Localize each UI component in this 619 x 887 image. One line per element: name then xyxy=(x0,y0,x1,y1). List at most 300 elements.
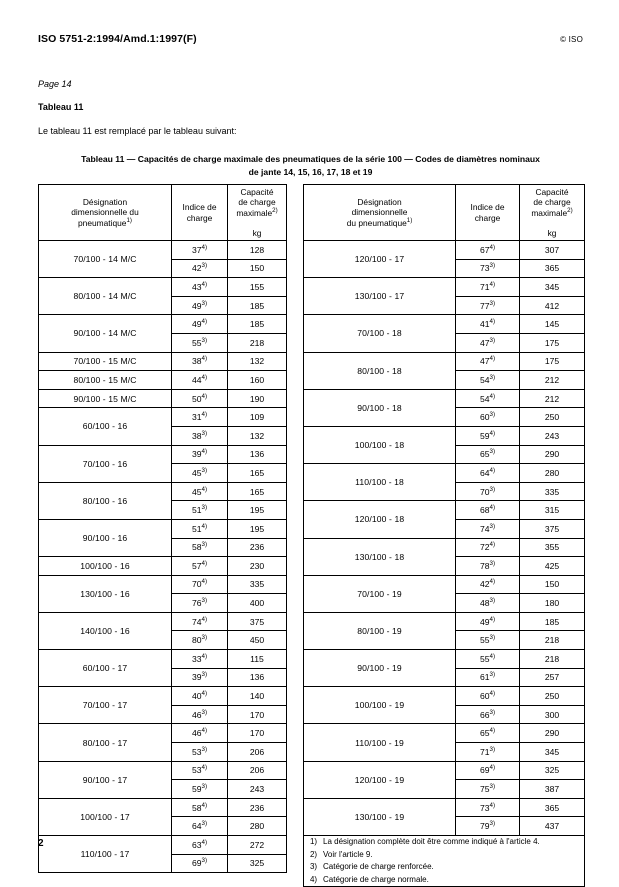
header-designation-line-2: dimensionnelle xyxy=(351,207,408,218)
table-row xyxy=(304,426,585,445)
tyre-designation-cell: 120/100 - 17 xyxy=(304,241,456,278)
header-capacity-line-2: de charge xyxy=(238,197,276,208)
footnote-marker: 4) xyxy=(489,801,496,809)
footnote-text: La désignation complète doit être comme indiqué à l'article 4. xyxy=(323,837,540,846)
max-capacity-cell: 212 xyxy=(520,371,585,390)
max-capacity-cell: 150 xyxy=(228,259,287,278)
load-index-cell: 51$^{4)}$ xyxy=(172,519,228,538)
load-index-cell: 31$^{4)}$ xyxy=(172,408,228,427)
tyre-designation-cell: 130/100 - 18 xyxy=(304,538,456,575)
load-index-cell: 43$^{4)}$ xyxy=(172,278,228,297)
max-capacity-cell: 280 xyxy=(228,817,287,836)
footnote-marker: 3) xyxy=(201,634,208,642)
load-index-cell: 53$^{4)}$ xyxy=(172,761,228,780)
column-header-load-index xyxy=(456,185,520,241)
load-index-cell: 48$^{3)}$ xyxy=(456,594,520,613)
max-capacity-cell: 218 xyxy=(520,650,585,669)
load-index-cell: 70$^{4)}$ xyxy=(172,575,228,594)
load-index-cell: 61$^{3)}$ xyxy=(456,668,520,687)
tyre-designation-cell: 90/100 - 18 xyxy=(304,389,456,426)
tyre-designation-cell: 90/100 - 14 M/C xyxy=(39,315,172,352)
max-capacity-cell: 206 xyxy=(228,761,287,780)
max-capacity-cell: 160 xyxy=(228,371,287,390)
load-index-cell: 80$^{3)}$ xyxy=(172,631,228,650)
max-capacity-cell: 175 xyxy=(520,352,585,371)
load-index-cell: 57$^{4)}$ xyxy=(172,557,228,576)
footnote-marker: 4) xyxy=(201,355,208,363)
footnote-marker: 3) xyxy=(489,560,496,568)
footnote-marker: 4) xyxy=(489,392,496,400)
load-index-cell: 63$^{4)}$ xyxy=(172,836,228,855)
footnote-marker: 4) xyxy=(201,801,208,809)
footnote-marker: 3) xyxy=(489,411,496,419)
document-reference: ISO 5751-2:1994/Amd.1:1997(F) xyxy=(38,33,197,45)
footnote-marker: 4) xyxy=(489,243,496,251)
header-designation-line-2: dimensionnelle du xyxy=(71,207,139,218)
load-index-cell: 38$^{4)}$ xyxy=(172,352,228,371)
load-index-cell: 71$^{3)}$ xyxy=(456,743,520,762)
load-index-cell: 68$^{4)}$ xyxy=(456,501,520,520)
table-row xyxy=(39,724,287,743)
tyre-designation-cell: 90/100 - 19 xyxy=(304,650,456,687)
table-row xyxy=(39,519,287,538)
footnote-line xyxy=(304,836,584,849)
table-row xyxy=(39,278,287,297)
footnote-marker: 4) xyxy=(489,690,496,698)
max-capacity-cell: 300 xyxy=(520,705,585,724)
table-body-left xyxy=(39,241,287,873)
tyre-designation-cell: 70/100 - 15 M/C xyxy=(39,352,172,371)
table-row xyxy=(39,482,287,501)
tyre-designation-cell: 70/100 - 14 M/C xyxy=(39,241,172,278)
max-capacity-cell: 128 xyxy=(228,241,287,260)
load-index-cell: 54$^{4)}$ xyxy=(456,389,520,408)
footnote-marker: 4) xyxy=(489,429,496,437)
footnote-text: Voir l'article 9. xyxy=(323,849,373,859)
tyre-designation-cell: 90/100 - 16 xyxy=(39,519,172,556)
header-designation-line-1: Désignation xyxy=(82,196,128,207)
header-index-line-2: charge xyxy=(186,212,213,223)
table-caption-line-2: de jante 14, 15, 16, 17, 18 et 19 xyxy=(248,166,373,177)
max-capacity-cell: 412 xyxy=(520,296,585,315)
footnote-marker: 4) xyxy=(201,243,208,251)
table-row xyxy=(39,557,287,576)
footnote-marker: 4) xyxy=(201,411,208,419)
load-capacity-table-right xyxy=(303,184,585,887)
tyre-designation-cell: 120/100 - 19 xyxy=(304,761,456,798)
max-capacity-cell: 272 xyxy=(228,836,287,855)
load-index-cell: 74$^{3)}$ xyxy=(456,519,520,538)
load-index-cell: 60$^{3)}$ xyxy=(456,408,520,427)
tyre-designation-cell: 80/100 - 17 xyxy=(39,724,172,761)
tyre-designation-cell: 130/100 - 19 xyxy=(304,798,456,835)
tyre-designation-cell: 70/100 - 18 xyxy=(304,315,456,352)
footnote-marker: 4) xyxy=(489,764,496,772)
footnote-marker: 4) xyxy=(201,374,208,382)
tyre-designation-cell: 70/100 - 17 xyxy=(39,687,172,724)
load-index-cell: 70$^{3)}$ xyxy=(456,482,520,501)
max-capacity-cell: 307 xyxy=(520,241,585,260)
footnote-marker: 4) xyxy=(201,615,208,623)
footnote-marker: 3) xyxy=(201,467,208,475)
tyre-designation-cell: 100/100 - 16 xyxy=(39,557,172,576)
table-row xyxy=(304,612,585,631)
table-row xyxy=(39,836,287,855)
max-capacity-cell: 400 xyxy=(228,594,287,613)
load-index-cell: 55$^{3)}$ xyxy=(172,333,228,352)
tyre-designation-cell: 80/100 - 19 xyxy=(304,612,456,649)
max-capacity-cell: 315 xyxy=(520,501,585,520)
header-designation-line-3: pneumatique xyxy=(78,217,127,228)
document-header xyxy=(38,33,583,45)
load-index-cell: 72$^{4)}$ xyxy=(456,538,520,557)
footnote-marker: 4) xyxy=(489,318,496,326)
max-capacity-cell: 109 xyxy=(228,408,287,427)
footnote-line xyxy=(304,861,584,874)
max-capacity-cell: 195 xyxy=(228,519,287,538)
load-index-cell: 55$^{4)}$ xyxy=(456,650,520,669)
footnote-marker-1: 1) xyxy=(126,217,132,224)
footnote-marker: 3) xyxy=(489,522,496,530)
table-row xyxy=(39,761,287,780)
table-footnotes xyxy=(304,836,585,887)
footnote-marker: 4) xyxy=(489,355,496,363)
load-index-cell: 45$^{4)}$ xyxy=(172,482,228,501)
tyre-designation-cell: 60/100 - 17 xyxy=(39,650,172,687)
max-capacity-cell: 185 xyxy=(228,315,287,334)
max-capacity-cell: 290 xyxy=(520,445,585,464)
footnote-marker: 4) xyxy=(201,392,208,400)
load-index-cell: 79$^{3)}$ xyxy=(456,817,520,836)
tyre-designation-cell: 80/100 - 18 xyxy=(304,352,456,389)
footnote-marker: 4) xyxy=(489,615,496,623)
max-capacity-cell: 236 xyxy=(228,538,287,557)
footnote-text: Catégorie de charge normale. xyxy=(323,874,429,884)
header-designation-line-3: du pneumatique xyxy=(346,217,407,228)
load-index-cell: 65$^{3)}$ xyxy=(456,445,520,464)
footnote-marker: 3) xyxy=(201,783,208,791)
max-capacity-cell: 375 xyxy=(520,519,585,538)
max-capacity-cell: 325 xyxy=(228,854,287,873)
footnote-marker: 3) xyxy=(201,504,208,512)
footnote-marker: 3) xyxy=(201,336,208,344)
load-index-cell: 46$^{3)}$ xyxy=(172,705,228,724)
load-index-cell: 33$^{4)}$ xyxy=(172,650,228,669)
footnotes-row xyxy=(304,836,585,887)
max-capacity-cell: 345 xyxy=(520,743,585,762)
footnote-marker: 3) xyxy=(489,299,496,307)
footnote-marker: 4) xyxy=(201,764,208,772)
load-index-cell: 46$^{4)}$ xyxy=(172,724,228,743)
header-capacity-unit: kg xyxy=(547,227,557,238)
column-header-designation xyxy=(39,185,172,241)
load-index-cell: 69$^{4)}$ xyxy=(456,761,520,780)
load-index-cell: 67$^{4)}$ xyxy=(456,241,520,260)
max-capacity-cell: 290 xyxy=(520,724,585,743)
table-row xyxy=(39,798,287,817)
footnote-marker: 4) xyxy=(201,522,208,530)
table-row xyxy=(304,798,585,817)
tyre-designation-cell: 70/100 - 19 xyxy=(304,575,456,612)
max-capacity-cell: 365 xyxy=(520,259,585,278)
tyre-designation-cell: 80/100 - 16 xyxy=(39,482,172,519)
table-row xyxy=(304,761,585,780)
footnote-marker: 4) xyxy=(201,560,208,568)
load-index-cell: 73$^{3)}$ xyxy=(456,259,520,278)
load-index-cell: 64$^{3)}$ xyxy=(172,817,228,836)
load-index-cell: 47$^{4)}$ xyxy=(456,352,520,371)
max-capacity-cell: 280 xyxy=(520,464,585,483)
footnote-marker-2: 2) xyxy=(272,207,278,215)
footnote-marker: 4) xyxy=(201,485,208,493)
intro-text: Le tableau 11 est remplacé par le tableau suivant: xyxy=(38,126,237,136)
page-number: 2 xyxy=(38,838,44,849)
footnote-marker: 3) xyxy=(201,857,208,865)
max-capacity-cell: 218 xyxy=(520,631,585,650)
max-capacity-cell: 375 xyxy=(228,612,287,631)
max-capacity-cell: 150 xyxy=(520,575,585,594)
footnote-marker: 4) xyxy=(201,318,208,326)
column-header-load-index xyxy=(172,185,228,241)
header-capacity-line-1: Capacité xyxy=(240,186,274,197)
table-row xyxy=(304,464,585,483)
footnote-marker: 3) xyxy=(201,745,208,753)
column-header-max-capacity xyxy=(520,185,585,241)
load-index-cell: 42$^{3)}$ xyxy=(172,259,228,278)
header-capacity-line-2: de charge xyxy=(533,197,571,208)
load-index-cell: 38$^{3)}$ xyxy=(172,426,228,445)
load-index-cell: 37$^{4)}$ xyxy=(172,241,228,260)
footnote-marker: 4) xyxy=(201,281,208,289)
table-caption-line-1: Tableau 11 — Capacités de charge maximale des pneumatiques de la série 100 — Codes de diamètres nominaux xyxy=(81,154,540,164)
footnote-marker: 3) xyxy=(489,448,496,456)
max-capacity-cell: 425 xyxy=(520,557,585,576)
load-index-cell: 76$^{3)}$ xyxy=(172,594,228,613)
footnote-marker-1: 1) xyxy=(406,217,413,224)
footnote-line xyxy=(304,874,584,887)
header-designation-line-1: Désignation xyxy=(357,196,402,207)
max-capacity-cell: 365 xyxy=(520,798,585,817)
table-row xyxy=(304,352,585,371)
footnote-marker: 4) xyxy=(201,448,208,456)
header-capacity-line-3: maximale xyxy=(531,208,568,218)
footnote-marker: 4) xyxy=(201,690,208,698)
tyre-designation-cell: 60/100 - 16 xyxy=(39,408,172,445)
footnote-number: 4) xyxy=(309,874,318,884)
max-capacity-cell: 190 xyxy=(228,389,287,408)
load-index-cell: 54$^{3)}$ xyxy=(456,371,520,390)
table-row xyxy=(304,389,585,408)
table-row xyxy=(304,538,585,557)
footnote-marker: 3) xyxy=(489,262,496,270)
max-capacity-cell: 155 xyxy=(228,278,287,297)
footnote-marker: 3) xyxy=(489,745,496,753)
table-row xyxy=(39,352,287,371)
table-row xyxy=(304,575,585,594)
header-capacity-line-3: maximale xyxy=(236,208,273,218)
table-row xyxy=(39,445,287,464)
max-capacity-cell: 243 xyxy=(228,780,287,799)
load-index-cell: 73$^{4)}$ xyxy=(456,798,520,817)
load-index-cell: 49$^{3)}$ xyxy=(172,296,228,315)
footnote-marker: 3) xyxy=(201,708,208,716)
max-capacity-cell: 335 xyxy=(228,575,287,594)
footnote-marker: 3) xyxy=(489,820,496,828)
load-index-cell: 66$^{3)}$ xyxy=(456,705,520,724)
load-index-cell: 77$^{3)}$ xyxy=(456,296,520,315)
max-capacity-cell: 136 xyxy=(228,668,287,687)
tyre-designation-cell: 90/100 - 17 xyxy=(39,761,172,798)
footnote-marker: 3) xyxy=(489,485,496,493)
tyre-designation-cell: 110/100 - 19 xyxy=(304,724,456,761)
footnote-text: Catégorie de charge renforcée. xyxy=(323,862,434,872)
footnote-marker: 4) xyxy=(489,504,496,512)
table-row xyxy=(304,315,585,334)
table-row xyxy=(39,315,287,334)
footnote-marker: 3) xyxy=(201,541,208,549)
footnote-marker: 4) xyxy=(201,653,208,660)
table-row xyxy=(39,687,287,706)
tyre-designation-cell: 90/100 - 15 M/C xyxy=(39,389,172,408)
footnote-marker: 3) xyxy=(489,708,496,716)
tyre-designation-cell: 70/100 - 16 xyxy=(39,445,172,482)
max-capacity-cell: 325 xyxy=(520,761,585,780)
header-index-line-2: charge xyxy=(474,212,501,223)
table-header-row xyxy=(304,185,585,241)
header-capacity-unit: kg xyxy=(252,227,262,238)
max-capacity-cell: 165 xyxy=(228,464,287,483)
table-header-row xyxy=(39,185,287,241)
footnotes-cell xyxy=(304,836,585,887)
max-capacity-cell: 175 xyxy=(520,333,585,352)
footnote-marker: 4) xyxy=(489,653,496,660)
table-row xyxy=(304,278,585,297)
max-capacity-cell: 195 xyxy=(228,501,287,520)
clause-title: Tableau 11 xyxy=(38,102,84,112)
max-capacity-cell: 136 xyxy=(228,445,287,464)
footnote-marker: 3) xyxy=(201,820,208,828)
load-index-cell: 51$^{3)}$ xyxy=(172,501,228,520)
max-capacity-cell: 218 xyxy=(228,333,287,352)
max-capacity-cell: 185 xyxy=(520,612,585,631)
max-capacity-cell: 387 xyxy=(520,780,585,799)
table-row xyxy=(304,687,585,706)
footnote-marker: 3) xyxy=(489,671,496,679)
table-row xyxy=(39,575,287,594)
footnote-line xyxy=(304,849,584,862)
load-index-cell: 45$^{3)}$ xyxy=(172,464,228,483)
footnote-marker: 4) xyxy=(489,727,496,735)
footnote-marker: 4) xyxy=(489,541,496,549)
load-index-cell: 39$^{4)}$ xyxy=(172,445,228,464)
tyre-designation-cell: 110/100 - 17 xyxy=(39,836,172,873)
table-row xyxy=(39,650,287,669)
load-index-cell: 60$^{4)}$ xyxy=(456,687,520,706)
footnote-marker: 3) xyxy=(489,597,496,605)
load-index-cell: 59$^{3)}$ xyxy=(172,780,228,799)
table-caption xyxy=(38,153,583,178)
footnote-number: 3) xyxy=(309,862,318,872)
footnote-marker: 4) xyxy=(201,727,208,735)
load-index-cell: 58$^{3)}$ xyxy=(172,538,228,557)
footnote-marker: 3) xyxy=(489,374,496,382)
column-header-max-capacity xyxy=(228,185,287,241)
tyre-designation-cell: 130/100 - 17 xyxy=(304,278,456,315)
tyre-designation-cell: 80/100 - 15 M/C xyxy=(39,371,172,390)
load-index-cell: 42$^{4)}$ xyxy=(456,575,520,594)
footnote-marker: 4) xyxy=(201,578,208,586)
max-capacity-cell: 243 xyxy=(520,426,585,445)
footnote-number: 1) xyxy=(309,837,318,846)
table-row xyxy=(39,612,287,631)
table-row xyxy=(39,241,287,260)
load-index-cell: 41$^{4)}$ xyxy=(456,315,520,334)
load-index-cell: 50$^{4)}$ xyxy=(172,389,228,408)
tyre-designation-cell: 100/100 - 19 xyxy=(304,687,456,724)
max-capacity-cell: 355 xyxy=(520,538,585,557)
max-capacity-cell: 335 xyxy=(520,482,585,501)
load-index-cell: 44$^{4)}$ xyxy=(172,371,228,390)
max-capacity-cell: 170 xyxy=(228,705,287,724)
load-index-cell: 75$^{3)}$ xyxy=(456,780,520,799)
max-capacity-cell: 180 xyxy=(520,594,585,613)
tyre-designation-cell: 130/100 - 16 xyxy=(39,575,172,612)
header-capacity-line-1: Capacité xyxy=(535,186,569,197)
max-capacity-cell: 212 xyxy=(520,389,585,408)
footnote-number: 2) xyxy=(309,849,318,859)
load-index-cell: 65$^{4)}$ xyxy=(456,724,520,743)
header-index-line-1: Indice de xyxy=(470,201,505,212)
load-capacity-table-left xyxy=(38,184,287,873)
footnote-marker: 3) xyxy=(489,783,496,791)
footnote-marker: 3) xyxy=(201,299,208,307)
footnote-marker: 4) xyxy=(489,467,496,475)
max-capacity-cell: 185 xyxy=(228,296,287,315)
load-index-cell: 69$^{3)}$ xyxy=(172,854,228,873)
tyre-designation-cell: 100/100 - 17 xyxy=(39,798,172,835)
table-body-right xyxy=(304,241,585,836)
footnote-marker: 3) xyxy=(201,671,208,679)
footnote-marker: 3) xyxy=(489,634,496,642)
tyre-designation-cell: 80/100 - 14 M/C xyxy=(39,278,172,315)
footnote-marker: 4) xyxy=(489,281,496,289)
load-index-cell: 39$^{3)}$ xyxy=(172,668,228,687)
load-index-cell: 40$^{4)}$ xyxy=(172,687,228,706)
max-capacity-cell: 345 xyxy=(520,278,585,297)
max-capacity-cell: 437 xyxy=(520,817,585,836)
max-capacity-cell: 206 xyxy=(228,743,287,762)
max-capacity-cell: 257 xyxy=(520,668,585,687)
max-capacity-cell: 115 xyxy=(228,650,287,669)
column-header-designation xyxy=(304,185,456,241)
header-index-line-1: Indice de xyxy=(182,201,217,212)
max-capacity-cell: 165 xyxy=(228,482,287,501)
max-capacity-cell: 170 xyxy=(228,724,287,743)
load-index-cell: 64$^{4)}$ xyxy=(456,464,520,483)
load-index-cell: 59$^{4)}$ xyxy=(456,426,520,445)
load-index-cell: 78$^{3)}$ xyxy=(456,557,520,576)
footnote-marker-2: 2) xyxy=(567,207,573,215)
max-capacity-cell: 132 xyxy=(228,352,287,371)
max-capacity-cell: 230 xyxy=(228,557,287,576)
table-row xyxy=(304,650,585,669)
page-label: Page 14 xyxy=(38,79,72,89)
table-row xyxy=(304,724,585,743)
max-capacity-cell: 236 xyxy=(228,798,287,817)
max-capacity-cell: 250 xyxy=(520,408,585,427)
load-index-cell: 55$^{3)}$ xyxy=(456,631,520,650)
load-index-cell: 49$^{4)}$ xyxy=(172,315,228,334)
